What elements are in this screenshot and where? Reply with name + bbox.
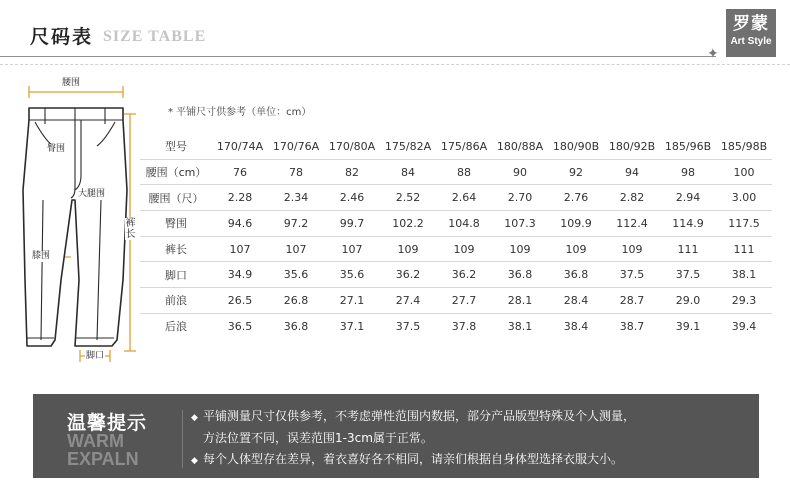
table-cell: 82	[324, 159, 380, 185]
table-cell: 36.8	[268, 313, 324, 338]
header-divider	[0, 56, 716, 57]
table-cell: 112.4	[604, 211, 660, 237]
table-cell: 34.9	[212, 262, 268, 288]
table-cell: 29.0	[660, 288, 716, 314]
table-cell: 109	[548, 236, 604, 262]
table-cell: 107.3	[492, 211, 548, 237]
table-cell: 36.5	[212, 313, 268, 338]
diamond-bullet-icon: ◆	[191, 456, 198, 466]
table-cell: 107	[212, 236, 268, 262]
table-cell: 109	[604, 236, 660, 262]
table-cell: 107	[268, 236, 324, 262]
tips-panel	[33, 394, 759, 478]
row-label: 腰围（尺）	[140, 185, 212, 211]
table-cell: 35.6	[268, 262, 324, 288]
row-label: 前浪	[140, 288, 212, 314]
table-cell: 36.8	[548, 262, 604, 288]
table-cell: 109	[380, 236, 436, 262]
table-cell: 28.7	[604, 288, 660, 314]
table-cell: 37.1	[324, 313, 380, 338]
table-cell: 92	[548, 159, 604, 185]
table-cell: 37.8	[436, 313, 492, 338]
size-header-cell: 185/98B	[720, 139, 768, 153]
table-cell: 2.82	[604, 185, 660, 211]
tip-1-line-2: 方法位置不同，误差范围1-3cm属于正常。	[203, 431, 433, 445]
tips-title-en-line1: WARM	[67, 431, 124, 451]
row-label: 臀围	[140, 211, 212, 237]
size-header-cell: 180/92B	[608, 139, 656, 153]
size-header-cell: 180/90B	[552, 139, 600, 153]
size-header-cell: 175/82A	[384, 139, 432, 153]
table-cell: 38.4	[548, 313, 604, 338]
table-cell: 39.4	[716, 313, 772, 338]
table-cell: 109	[436, 236, 492, 262]
table-cell: 2.46	[324, 185, 380, 211]
tip-1-line-1: 平铺测量尺寸仅供参考，不考虑弹性范围内数据，部分产品版型特殊及个人测量，	[203, 409, 636, 423]
table-cell: 107	[324, 236, 380, 262]
table-cell: 28.4	[548, 288, 604, 314]
thigh-label: 大腿围	[78, 189, 106, 199]
table-row	[140, 159, 772, 185]
table-cell: 37.5	[380, 313, 436, 338]
table-cell: 37.5	[660, 262, 716, 288]
table-cell: 2.28	[212, 185, 268, 211]
table-cell: 88	[436, 159, 492, 185]
size-header-cell: 170/76A	[272, 139, 320, 153]
table-cell: 38.1	[716, 262, 772, 288]
tip-item-2	[191, 449, 623, 471]
table-cell: 26.5	[212, 288, 268, 314]
table-cell: 3.00	[716, 185, 772, 211]
size-header-cell: 175/86A	[440, 139, 488, 153]
table-cell: 76	[212, 159, 268, 185]
brand-logo	[726, 9, 776, 57]
table-cell: 2.70	[492, 185, 548, 211]
table-cell: 38.7	[604, 313, 660, 338]
tip-2-text: 每个人体型存在差异，着衣喜好各不相同，请亲们根据自身体型选择衣服大小。	[203, 452, 624, 466]
table-note: * 平铺尺寸供参考（单位：cm）	[168, 107, 312, 118]
table-cell: 39.1	[660, 313, 716, 338]
table-cell: 94.6	[212, 211, 268, 237]
table-row	[140, 262, 772, 288]
size-header-cell: 170/74A	[216, 139, 264, 153]
tips-title: 温馨提示	[67, 412, 148, 434]
table-cell: 37.5	[604, 262, 660, 288]
size-table-body	[140, 134, 772, 339]
table-cell: 38.1	[492, 313, 548, 338]
table-row	[140, 236, 772, 262]
size-table	[140, 134, 772, 339]
table-cell: 26.8	[268, 288, 324, 314]
row-label: 脚口	[140, 262, 212, 288]
logo-text-en: Art Style	[730, 36, 772, 47]
table-cell: 78	[268, 159, 324, 185]
table-cell: 27.7	[436, 288, 492, 314]
logo-text-cn: 罗蒙	[733, 14, 769, 34]
table-cell: 29.3	[716, 288, 772, 314]
table-cell: 84	[380, 159, 436, 185]
tips-title-en-line2: EXPALN	[67, 449, 139, 469]
table-cell: 114.9	[660, 211, 716, 237]
table-cell: 35.6	[324, 262, 380, 288]
size-header-cell: 170/80A	[328, 139, 376, 153]
row-label: 后浪	[140, 313, 212, 338]
size-header-cell: 185/96B	[664, 139, 712, 153]
table-cell: 2.34	[268, 185, 324, 211]
hem-label: 脚口	[86, 351, 105, 361]
hip-label: 臀围	[47, 144, 66, 154]
size-header-cell: 180/88A	[496, 139, 544, 153]
star-icon: ✦	[707, 46, 719, 62]
tip-item-1	[191, 406, 635, 448]
table-row	[140, 288, 772, 314]
table-row	[140, 313, 772, 338]
table-cell: 100	[716, 159, 772, 185]
header	[0, 0, 790, 62]
size-header-label: 型号	[165, 140, 187, 154]
table-cell: 109	[492, 236, 548, 262]
table-cell: 109.9	[548, 211, 604, 237]
table-cell: 2.52	[380, 185, 436, 211]
knee-label: 膝围	[32, 251, 51, 261]
size-header-row	[140, 134, 772, 159]
tips-divider	[182, 410, 183, 468]
diamond-bullet-icon: ◆	[191, 413, 198, 423]
table-cell: 90	[492, 159, 548, 185]
table-cell: 2.94	[660, 185, 716, 211]
table-cell: 27.1	[324, 288, 380, 314]
row-label: 腰围（cm）	[140, 159, 212, 185]
table-cell: 111	[660, 236, 716, 262]
table-row	[140, 211, 772, 237]
table-cell: 2.76	[548, 185, 604, 211]
length-label: 裤长	[125, 218, 136, 240]
table-cell: 97.2	[268, 211, 324, 237]
table-row	[140, 185, 772, 211]
row-label: 裤长	[140, 236, 212, 262]
table-cell: 36.2	[380, 262, 436, 288]
table-cell: 36.8	[492, 262, 548, 288]
table-cell: 27.4	[380, 288, 436, 314]
table-cell: 28.1	[492, 288, 548, 314]
page-subtitle: SIZE TABLE	[103, 28, 207, 45]
table-cell: 111	[716, 236, 772, 262]
table-cell: 99.7	[324, 211, 380, 237]
table-cell: 117.5	[716, 211, 772, 237]
waist-label: 腰围	[62, 78, 81, 88]
table-cell: 94	[604, 159, 660, 185]
table-cell: 36.2	[436, 262, 492, 288]
table-cell: 104.8	[436, 211, 492, 237]
table-cell: 98	[660, 159, 716, 185]
table-cell: 102.2	[380, 211, 436, 237]
trousers-diagram	[15, 70, 155, 375]
table-cell: 2.64	[436, 185, 492, 211]
page-title: 尺码表	[30, 26, 94, 48]
dashed-divider	[0, 64, 790, 65]
